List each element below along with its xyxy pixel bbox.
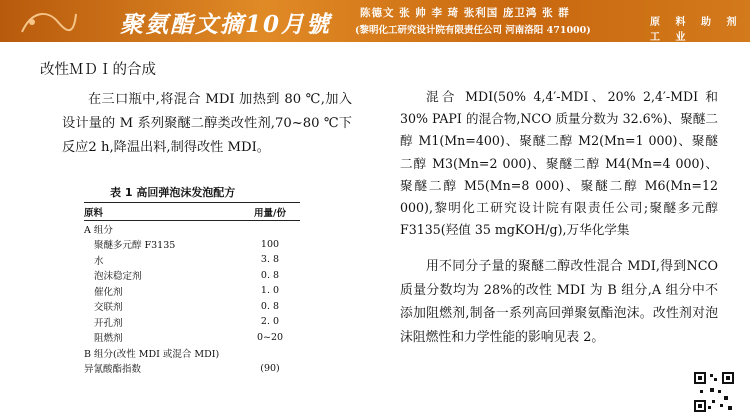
material-name: A 组分	[84, 224, 113, 236]
material-amount: 100	[260, 238, 280, 250]
material-amount: 3. 8	[260, 254, 280, 266]
material-amount: 0~20	[256, 331, 284, 343]
table-row	[84, 268, 300, 284]
material-amount: 0. 8	[260, 269, 280, 281]
material-name: 聚醚多元醇 F3135	[94, 240, 176, 252]
material-name: 异氰酸酯指数	[84, 364, 142, 376]
section-label: 原 料 助 剂 工 业	[650, 17, 743, 43]
col-header-material: 原料	[84, 207, 104, 219]
table-row	[84, 299, 300, 315]
right-column	[400, 86, 718, 349]
material-amount: (90)	[260, 362, 280, 374]
materials-paragraph: 混合 MDI(50% 4,4′-MDI、20% 2,4′-MDI 和30% PAPI 的混合物,NCO 质量分数为 32.6%)、聚醚二醇 M1(Mn=400)、聚醚二醇 M2(Mn=1 000)、聚醚二醇 M3(Mn=2 000)、聚醚二醇 M4(Mn=4 000)、聚醚二醇 M5(Mn=8 000)、聚醚二醇 M6(Mn=12 000),黎明化工研究设计院有限责任公司;聚醚多元醇 F3135(羟值 35 mgKOH/g),万华化学集	[400, 89, 718, 238]
table-row	[84, 283, 300, 299]
journal-title: 聚氨酯文摘10月號	[120, 11, 332, 38]
decorative-swirl-icon	[18, 4, 78, 38]
table-row	[84, 221, 300, 237]
formula-table	[84, 202, 300, 376]
author-list: 陈德文 张 帅 李 琦 张利国 庞卫鸿 张 群	[360, 7, 570, 19]
table-header-row	[84, 203, 300, 220]
material-name: 水	[94, 255, 104, 267]
col-header-amount: 用量/份	[254, 207, 286, 219]
material-amount: 2. 0	[260, 316, 280, 328]
qr-code-icon[interactable]	[692, 370, 736, 414]
material-name: 阻燃剂	[94, 333, 123, 345]
table-row	[84, 252, 300, 268]
material-amount: 0. 8	[260, 300, 280, 312]
header-banner	[0, 0, 750, 42]
material-name: 泡沫稳定剂	[94, 271, 142, 283]
table-row	[84, 361, 300, 377]
affiliation: (黎明化工研究设计院有限责任公司 河南洛阳 471000)	[355, 25, 591, 36]
table-row	[84, 345, 300, 361]
synthesis-paragraph: 在三口瓶中,将混合 MDI 加热到 80 ℃,加入设计量的 M 系列聚醚二醇类改性剂,70~80 ℃下反应2 h,降温出料,制得改性 MDI。	[62, 92, 352, 155]
table-title: 表 1 高回弹泡沫发泡配方	[110, 186, 236, 199]
left-column	[62, 88, 352, 160]
table-row	[84, 237, 300, 253]
table-row	[84, 330, 300, 346]
material-name: 交联剂	[94, 302, 123, 314]
material-name: 开孔剂	[94, 317, 123, 329]
table-row	[84, 314, 300, 330]
material-amount: 1. 0	[260, 285, 280, 297]
section-heading: 改性ＭＤＩ的合成	[40, 62, 156, 78]
material-name: B 组分(改性 MDI 或混合 MDI)	[84, 348, 220, 360]
table-body	[84, 221, 300, 376]
material-name: 催化剂	[94, 286, 123, 298]
method-paragraph: 用不同分子量的聚醚二醇改性混合 MDI,得到NCO 质量分数均为 28%的改性 MDI 为 B 组分,A 组分中不添加阻燃剂,制备一系列高回弹聚氨酯泡沫。改性剂对泡沫阻燃性和力学性能的影响见表 2。	[400, 259, 718, 345]
